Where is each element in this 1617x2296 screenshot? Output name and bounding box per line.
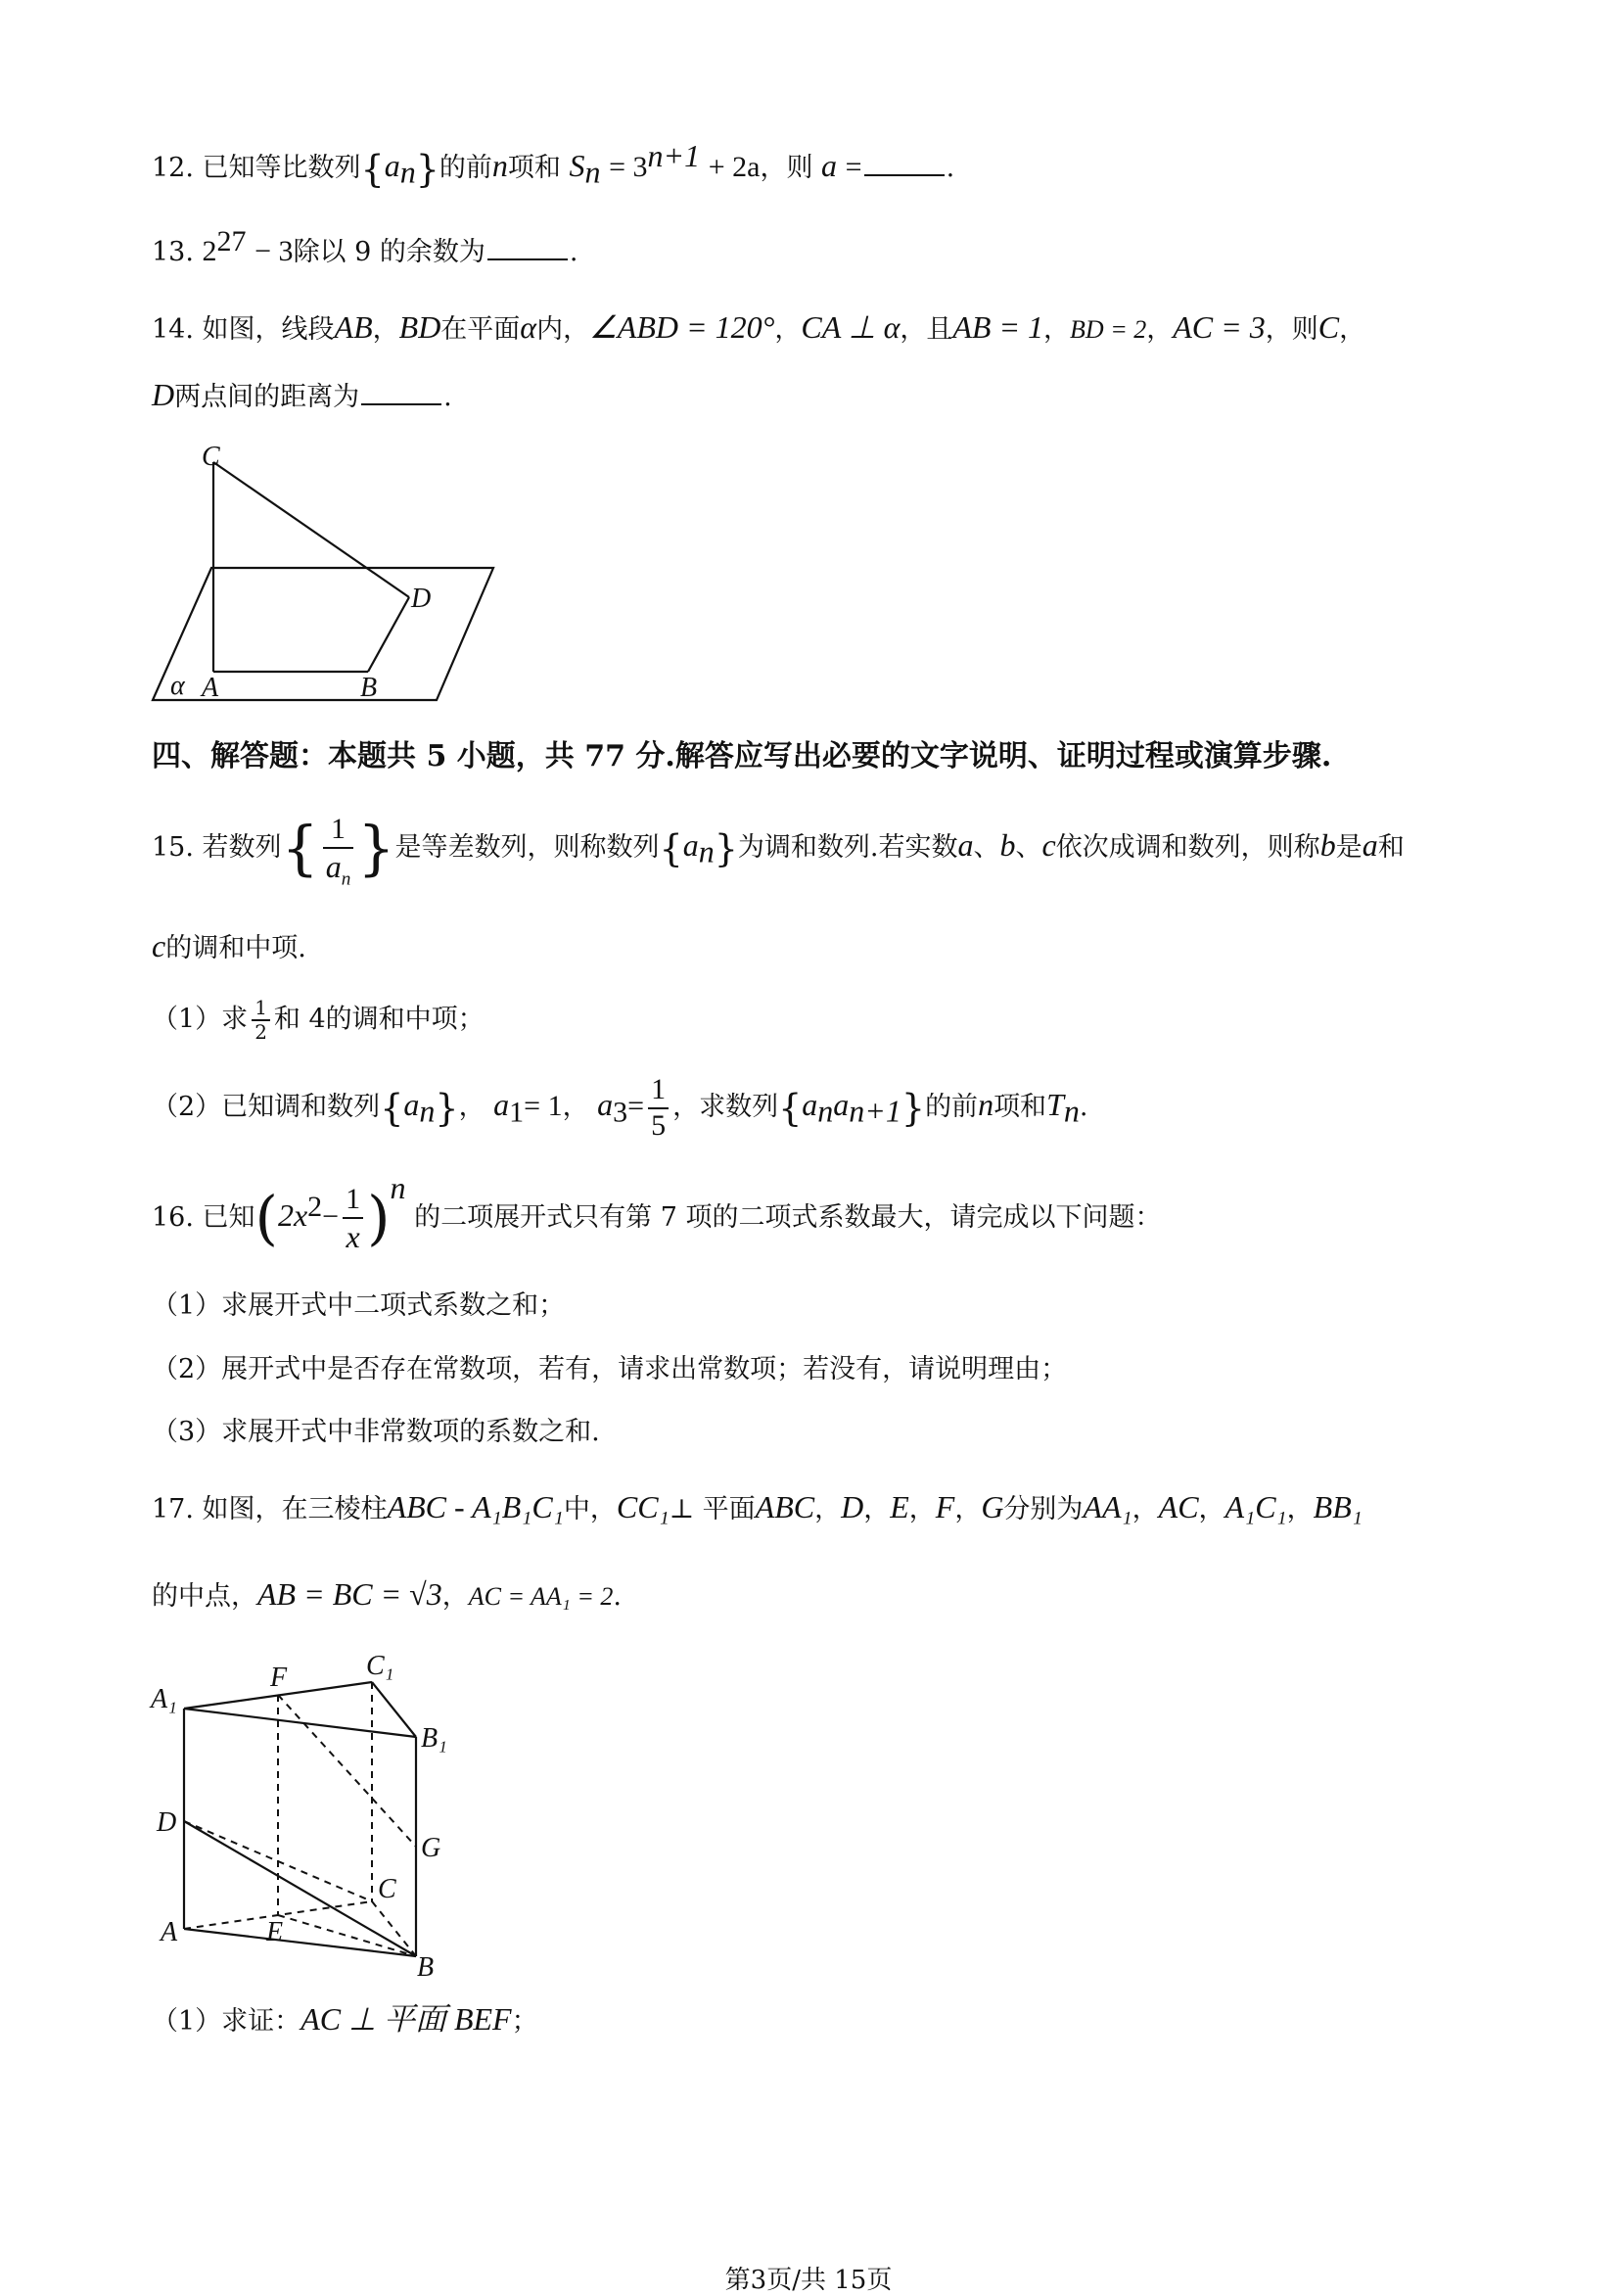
answer-blank <box>864 172 945 176</box>
label-c: C <box>202 442 220 472</box>
label-a: A <box>161 1917 178 1947</box>
label-g: G <box>421 1833 441 1863</box>
answer-blank <box>487 257 568 260</box>
q15-part2: （2）已知调和数列$\{a_n\}$， $a_1= 1$， $a_3=$ $\frac{1}{5}$ ，求数列$\{a_na_{n+1}\}$的前n项和$T_n$. <box>152 1073 1088 1142</box>
segment-fg <box>278 1695 416 1847</box>
page-footer: 第3页/共 15页 <box>724 2266 893 2295</box>
answer-blank <box>361 401 441 405</box>
label-e: E <box>266 1917 284 1947</box>
q16-line1: 16. 已知($2x^2-$ $\frac{1}{x}$ )$^n$ 的二项展开式只有第 7 项的二项式系数最大，请完成以下问题： <box>152 1170 1162 1254</box>
q14-line1: 14. 如图，线段AB，BD在平面α内，∠ABD = 120°，CA ⊥ α，且AB = 1，BD = 2，AC = 3，则C， <box>152 309 1366 345</box>
fraction: $\frac{1}{a_n}$ <box>323 813 354 884</box>
q17-line1: 17. 如图，在三棱柱ABC - A₁B₁C₁中，CC₁⊥ 平面ABC，D，E，F，G分别为AA₁，AC，A₁C₁，BB₁ <box>152 1489 1363 1524</box>
q15-line1: 15. 若数列{ $\frac{1}{a_n}$ }是等差数列，则称数列$\{a_n\}$为调和数列.若实数a、b、c依次成调和数列，则称b是a和 <box>152 813 1405 889</box>
segment-eb <box>278 1915 416 1956</box>
section-heading: 四、解答题：本题共 5 小题，共 77 分.解答应写出必要的文字说明、证明过程或演算步骤. <box>152 739 1332 773</box>
label-b1: B₁ <box>421 1723 447 1754</box>
q14-figure <box>137 436 509 710</box>
q13-line: 13. $2^{27} - 3$除以 9 的余数为 . <box>152 225 578 267</box>
edge-cb <box>372 1901 416 1956</box>
q17-line2: 的中点，AB = BC = √3，AC = AA₁ = 2. <box>152 1576 622 1612</box>
label-c: C <box>378 1874 396 1904</box>
q16-part3: （3）求展开式中非常数项的系数之和. <box>152 1417 600 1447</box>
q12-line: 12. 已知等比数列$\{a_n\}$的前n项和 $S_n = 3^{n+1} + 2a$，则 a = . <box>152 138 955 191</box>
label-d: D <box>157 1807 177 1838</box>
edge-c1b1 <box>372 1682 416 1737</box>
segment-bd <box>368 597 409 672</box>
q15-line2: c的调和中项. <box>152 928 306 963</box>
q16-part1: （1）求展开式中二项式系数之和； <box>152 1290 566 1321</box>
q17-part1: （1）求证：AC ⊥ 平面 BEF； <box>152 2001 538 2037</box>
label-d: D <box>411 584 432 614</box>
segment-cd <box>213 462 409 597</box>
label-c1: C₁ <box>366 1651 394 1681</box>
q16-part2: （2）展开式中是否存在常数项，若有，请求出常数项；若没有，请说明理由； <box>152 1354 1068 1384</box>
edge-a1b1 <box>184 1709 416 1737</box>
q17-figure <box>147 1645 460 1978</box>
q14-line2: D两点间的距离为 . <box>152 377 452 412</box>
edge-ab <box>184 1929 416 1956</box>
label-a1: A₁ <box>151 1684 177 1714</box>
label-f: F <box>270 1663 288 1693</box>
label-b: B <box>417 1952 435 1978</box>
label-b: B <box>360 673 378 703</box>
q15-part1: （1）求 $\frac{1}{2}$ 和 4的调和中项； <box>152 996 485 1044</box>
label-alpha: α <box>170 671 185 701</box>
label-a: A <box>202 673 219 703</box>
